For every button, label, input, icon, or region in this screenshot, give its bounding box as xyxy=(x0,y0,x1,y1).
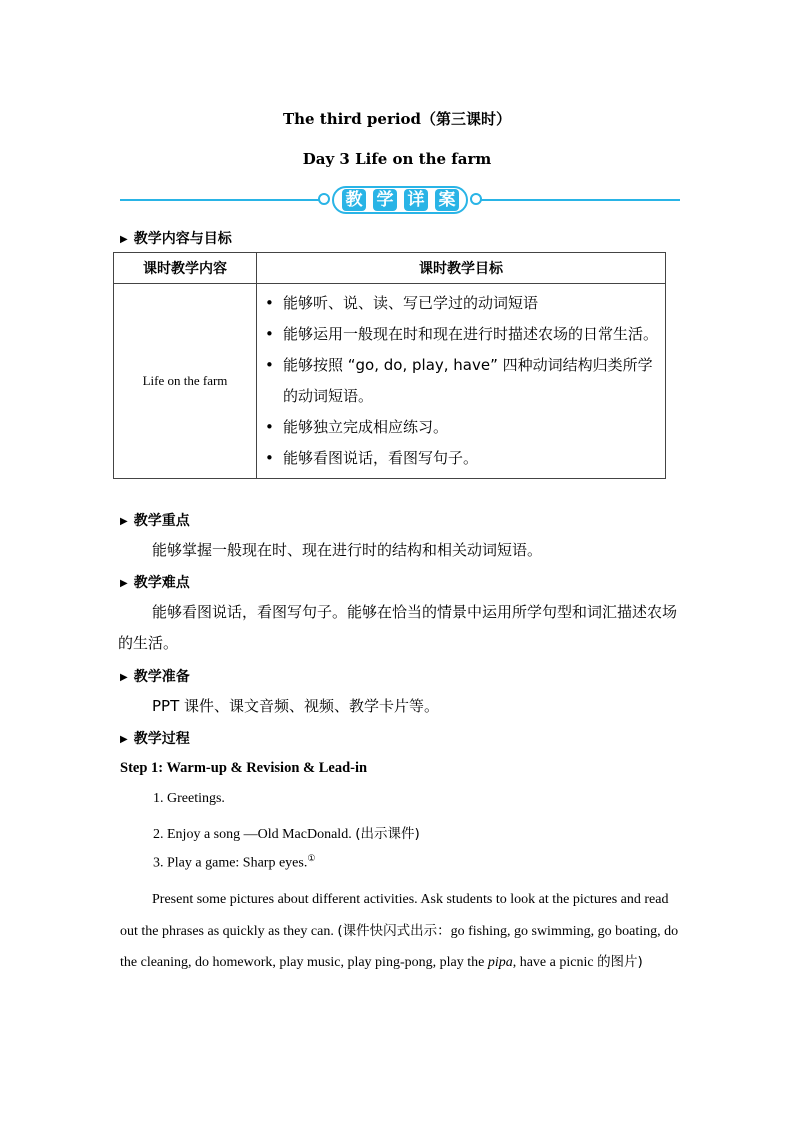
step-title: Step 1: Warm-up & Revision & Lead-in xyxy=(120,760,368,776)
section-banner xyxy=(120,186,680,216)
banner-char: 详 xyxy=(404,189,428,211)
section-heading: ▶ 教学难点 xyxy=(120,575,190,591)
objectives-table xyxy=(113,252,666,479)
page-subtitle: Day 3 Life on the farm xyxy=(302,150,492,168)
preparation-text: PPT 课件、课文音频、视频、教学卡片等。 xyxy=(152,697,440,715)
goal-item: • 能够看图说话，看图写句子。 xyxy=(263,443,659,474)
triangle-bullet-icon: ▶ xyxy=(120,578,128,589)
goal-item: • 能够按照 “go, do, play, have” 四种动词结构归类所学的动词短语。 xyxy=(263,350,659,412)
triangle-bullet-icon: ▶ xyxy=(120,234,128,245)
section-heading: ▶ 教学重点 xyxy=(120,513,190,529)
triangle-bullet-icon: ▶ xyxy=(120,516,128,527)
table-header-content: 课时教学内容 xyxy=(114,253,257,284)
triangle-bullet-icon: ▶ xyxy=(120,734,128,745)
table-header-goals: 课时教学目标 xyxy=(257,253,666,284)
banner-char: 案 xyxy=(435,189,459,211)
goal-item: • 能够听、说、读、写已学过的动词短语 xyxy=(263,288,659,319)
banner-char: 学 xyxy=(373,189,397,211)
step-item: 2. Enjoy a song —Old MacDonald. (出示课件) xyxy=(153,826,420,842)
banner-line-left xyxy=(120,199,325,201)
goal-item: • 能够运用一般现在时和现在进行时描述农场的日常生活。 xyxy=(263,319,659,350)
goal-item: • 能够独立完成相应练习。 xyxy=(263,412,659,443)
difficulties-text: 能够看图说话，看图写句子。能够在恰当的情景中运用所学句型和词汇描述农场的生活。 xyxy=(118,603,678,652)
section-heading: ▶ 教学准备 xyxy=(120,669,190,685)
key-points-text: 能够掌握一般现在时、现在进行时的结构和相关动词短语。 xyxy=(152,541,543,559)
triangle-bullet-icon: ▶ xyxy=(120,672,128,683)
banner-line-right xyxy=(480,199,680,201)
step-item: 3. Play a game: Sharp eyes.① xyxy=(153,853,316,871)
table-cell-content: Life on the farm xyxy=(114,284,257,479)
table-cell-goals xyxy=(257,284,666,479)
banner-pill xyxy=(332,186,468,214)
section-heading: ▶ 教学过程 xyxy=(120,731,190,747)
banner-deco-left xyxy=(318,193,330,205)
step-item: 1. Greetings. xyxy=(153,791,225,806)
banner-char: 教 xyxy=(342,189,366,211)
step-paragraph: Present some pictures about different activities. Ask students to look at the pictures and read out the phrases as quickly as they can. (课件快闪式出示：go fishing, go swimming, go boating, do the cleaning, do homework, play music, play ping-pong, play the pipa, have a picnic 的图片) xyxy=(120,892,679,970)
footnote-marker: ① xyxy=(307,853,316,863)
goals-list xyxy=(263,288,659,474)
page-title: The third period（第三课时） xyxy=(282,110,512,128)
section-heading: ▶ 教学内容与目标 xyxy=(120,231,232,247)
